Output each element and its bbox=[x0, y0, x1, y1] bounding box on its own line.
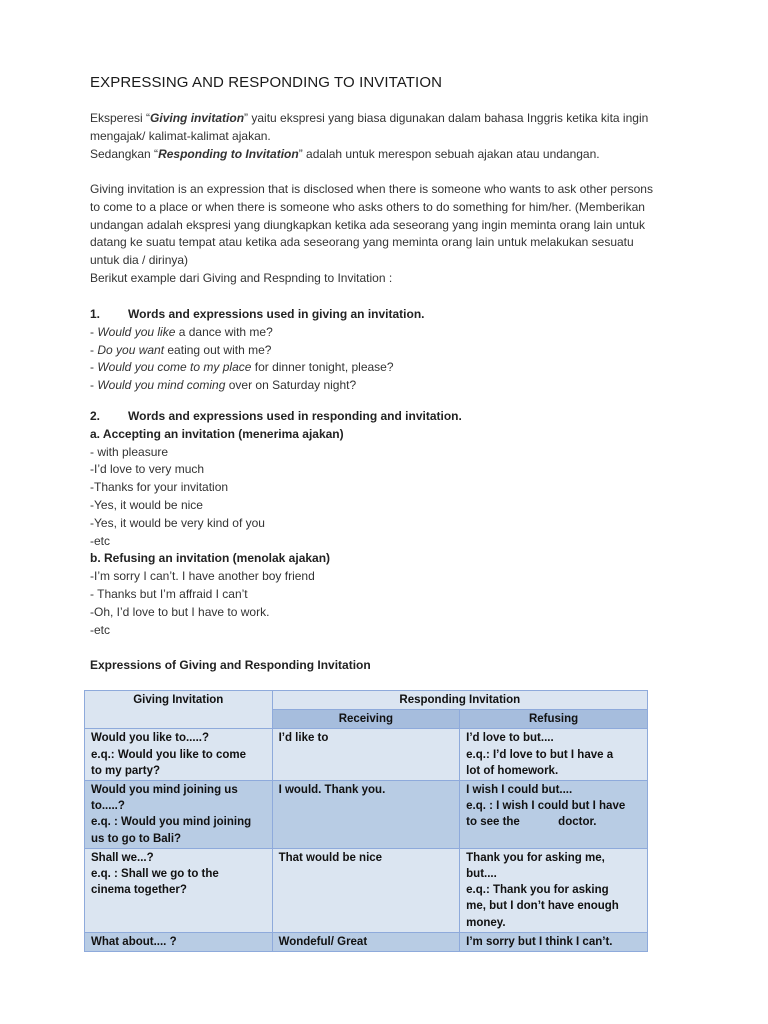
list-item: - Do you want eating out with me? bbox=[90, 342, 272, 357]
intro-paragraph bbox=[90, 110, 680, 163]
accepting-heading: a. Accepting an invitation (menerima ajakan) bbox=[90, 426, 344, 441]
definition-line: datang ke suatu tempat atau ketika ada seseorang yang meminta orang lain untuk melakukan sesuatu bbox=[90, 235, 634, 250]
list-item: -Thanks for your invitation bbox=[90, 480, 229, 495]
cell-refusing: I’m sorry but I think I can’t. bbox=[460, 932, 648, 951]
intro-line-3: Sedangkan “Responding to Invitation” adalah untuk merespon sebuah ajakan atau undangan. bbox=[90, 146, 600, 161]
page-title: EXPRESSING AND RESPONDING TO INVITATION bbox=[90, 74, 443, 91]
list-item: - with pleasure bbox=[90, 444, 169, 459]
table-row bbox=[85, 848, 648, 932]
cell-receiving: Wondeful/ Great bbox=[272, 932, 460, 951]
header-refusing: Refusing bbox=[460, 710, 648, 729]
expressions-table bbox=[84, 690, 648, 952]
term-giving-invitation: Giving invitation bbox=[150, 111, 245, 125]
list-item: - Thanks but I’m affraid I can’t bbox=[90, 586, 248, 601]
intro-line-1: Eksperesi “Giving invitation” yaitu ekspresi yang biasa digunakan dalam bahasa Inggris ketika kita ingin bbox=[90, 111, 649, 125]
cell-giving: What about.... ? bbox=[85, 932, 273, 951]
table-row bbox=[85, 729, 648, 781]
section-1-heading: 1. Words and expressions used in giving an invitation. bbox=[90, 307, 425, 321]
list-item: - Would you mind coming over on Saturday night? bbox=[90, 378, 357, 393]
list-item: -Oh, I’d love to but I have to work. bbox=[90, 604, 270, 619]
list-item: -Yes, it would be very kind of you bbox=[90, 515, 265, 530]
definition-line: Giving invitation is an expression that is disclosed when there is someone who wants to ask other persons bbox=[90, 182, 653, 196]
list-item: -etc bbox=[90, 622, 111, 637]
list-item: -Yes, it would be nice bbox=[90, 497, 203, 512]
definition-line: untuk dia / dirinya) bbox=[90, 253, 189, 268]
list-item: -I’d love to very much bbox=[90, 462, 205, 477]
header-responding: Responding Invitation bbox=[272, 691, 647, 710]
cell-refusing: Thank you for asking me, but.... e.q.: Thank you for asking me, but I don’t have enough money. bbox=[460, 848, 648, 932]
cell-receiving: I’d like to bbox=[272, 729, 460, 781]
section-2-heading: 2. Words and expressions used in responding and invitation. bbox=[90, 409, 462, 423]
cell-giving: Would you mind joining us to.....? e.q. : Would you mind joining us to go to Bali? bbox=[85, 781, 273, 849]
table-title: Expressions of Giving and Responding Invitation bbox=[90, 658, 371, 672]
table-row bbox=[85, 781, 648, 849]
list-item: -I’m sorry I can’t. I have another boy friend bbox=[90, 569, 315, 584]
definition-paragraph bbox=[90, 181, 680, 288]
definition-line: undangan adalah ekspresi yang diungkapkan ketika ada seseorang yang ingin meminta orang lain untuk bbox=[90, 217, 646, 232]
cell-giving: Shall we...? e.q. : Shall we go to the cinema together? bbox=[85, 848, 273, 932]
header-receiving: Receiving bbox=[272, 710, 460, 729]
cell-receiving: That would be nice bbox=[272, 848, 460, 932]
cell-refusing: I wish I could but.... e.q. : I wish I could but I have to see the doctor. bbox=[460, 781, 648, 849]
section-1 bbox=[90, 306, 680, 395]
intro-line-2: mengajak/ kalimat-kalimat ajakan. bbox=[90, 128, 271, 143]
table-row bbox=[85, 932, 648, 951]
section-2 bbox=[90, 408, 680, 639]
cell-receiving: I would. Thank you. bbox=[272, 781, 460, 849]
cell-giving: Would you like to.....? e.q.: Would you like to come to my party? bbox=[85, 729, 273, 781]
cell-refusing: I’d love to but.... e.q.: I’d love to but I have a lot of homework. bbox=[460, 729, 648, 781]
definition-line: Berikut example dari Giving and Respnding to Invitation : bbox=[90, 270, 393, 285]
refusing-heading: b. Refusing an invitation (menolak ajakan) bbox=[90, 551, 331, 566]
term-responding-invitation: Responding to Invitation bbox=[158, 146, 299, 161]
header-giving: Giving Invitation bbox=[85, 691, 273, 729]
definition-line: to come to a place or when there is someone who asks others to do something for him/her. (Memberikan bbox=[90, 199, 645, 214]
list-item: - Would you come to my place for dinner tonight, please? bbox=[90, 360, 394, 375]
list-item: - Would you like a dance with me? bbox=[90, 324, 273, 339]
list-item: -etc bbox=[90, 533, 111, 548]
table-header-row bbox=[85, 691, 648, 710]
